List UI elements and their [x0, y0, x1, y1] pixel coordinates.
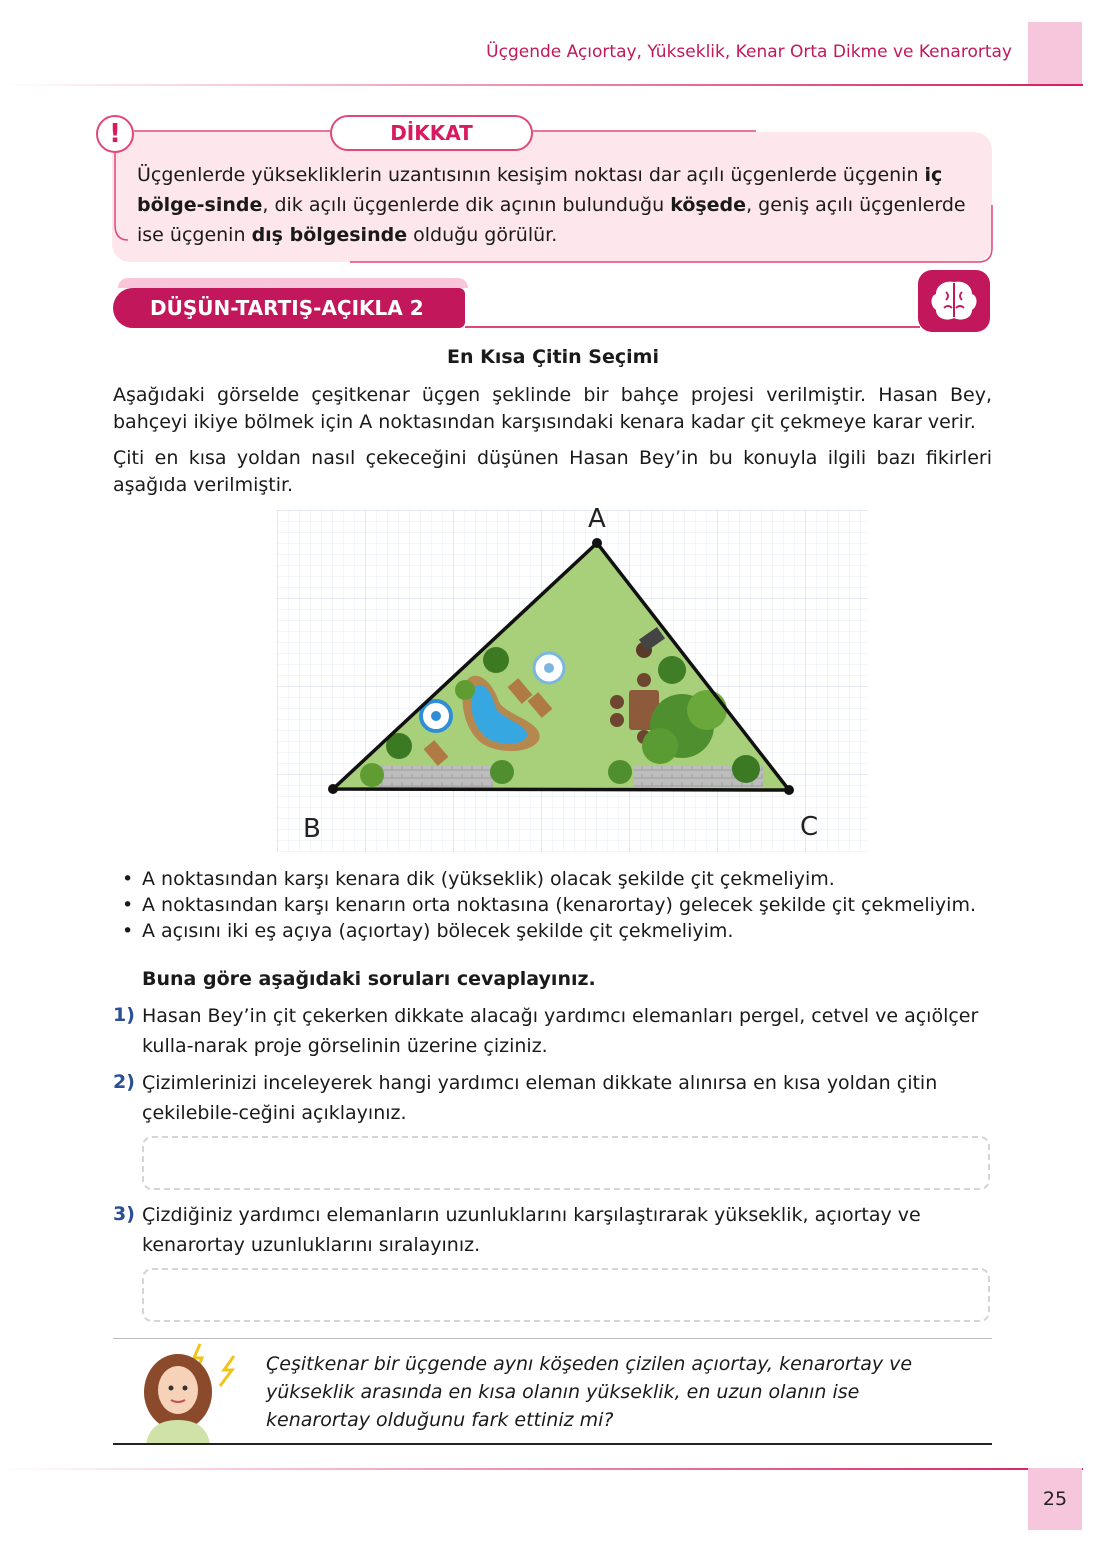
activity-title: En Kısa Çitin Seçimi: [447, 346, 659, 368]
page-number: 25: [1042, 1488, 1068, 1510]
list-item: • A açısını iki eş açıya (açıortay) bölecek şekilde çit çekmeliyim.: [122, 918, 976, 944]
vertex-label-b: B: [303, 814, 321, 844]
list-item: • A noktasından karşı kenara dik (yükseklik) olacak şekilde çit çekmeliyim.: [122, 866, 976, 892]
dikkat-text-bold: köşede: [670, 194, 747, 216]
dikkat-label: DİKKAT: [390, 121, 473, 145]
dikkat-text-bold: iç bölge-sinde: [137, 164, 943, 216]
dikkat-text-part: olduğu görülür.: [407, 224, 558, 246]
section-shadow: [118, 278, 468, 288]
question-text: Hasan Bey’in çit çekerken dikkate alacağı yardımcı elemanları pergel, cetvel ve açıölçer kulla-narak proje görselinin üzerine çiziniz.: [142, 1005, 979, 1057]
vertex-point-a: [592, 538, 602, 548]
dikkat-text-part: Üçgenlerde yüksekliklerin uzantısının kesişim noktası dar açılı üçgenlerde üçgenin: [137, 164, 925, 186]
dikkat-outline: [0, 0, 1106, 300]
paragraph-intro: Aşağıdaki görselde çeşitkenar üçgen şeklinde bir bahçe projesi verilmiştir. Hasan Bey, bahçeyi ikiye bölmek için A noktasından karşısındaki kenara kadar çit çekmeye karar verir.: [113, 384, 992, 433]
brain-puzzle-icon: [918, 270, 990, 332]
note-divider: [113, 1338, 992, 1339]
vertex-label-c: C: [800, 812, 819, 842]
stone-path: [377, 766, 493, 788]
ideas-list: [122, 866, 976, 944]
vertex-point-c: [784, 785, 794, 795]
vertex-point-b: [328, 784, 338, 794]
footer-divider: [0, 1468, 1083, 1470]
instruction: Buna göre aşağıdaki soruları cevaplayınız.: [142, 968, 596, 990]
question-number: 3): [113, 1203, 135, 1225]
vertex-label-a: A: [588, 504, 606, 534]
section-divider: [465, 326, 920, 328]
list-item: • A noktasından karşı kenarın orta noktasına (kenarortay) gelecek şekilde çit çekmeliyim.: [122, 892, 976, 918]
garden-triangle-figure: [277, 510, 868, 852]
section-title: DÜŞÜN-TARTIŞ-AÇIKLA 2: [150, 296, 424, 320]
exclamation-icon: !: [96, 115, 134, 153]
answer-box[interactable]: [142, 1136, 990, 1190]
girl-illustration: [140, 1340, 240, 1444]
question-number: 1): [113, 1004, 135, 1026]
dikkat-text-bold: dış bölgesinde: [251, 224, 408, 246]
question-number: 2): [113, 1071, 135, 1093]
note-bottom-rule: [113, 1443, 992, 1445]
chapter-title: Üçgende Açıortay, Yükseklik, Kenar Orta Dikme ve Kenarortay: [486, 42, 1012, 62]
paragraph-ideas: Çiti en kısa yoldan nasıl çekeceğini düşünen Hasan Bey’in bu konuyla ilgili bazı fikirleri aşağıda verilmiştir.: [113, 447, 992, 496]
answer-box[interactable]: [142, 1268, 990, 1322]
question-text: Çizdiğiniz yardımcı elemanların uzunluklarını karşılaştırarak yükseklik, açıortay ve kenarortay uzunluklarını sıralayınız.: [142, 1204, 921, 1256]
dikkat-text-part: , dik açılı üçgenlerde dik açının bulunduğu: [262, 194, 671, 216]
dikkat-text: [137, 160, 979, 250]
dikkat-text-part: , geniş açılı üçgenlerde ise üçgenin: [137, 194, 966, 246]
question-text: Çizimlerinizi inceleyerek hangi yardımcı eleman dikkate alınırsa en kısa yoldan çitin çekilebile-ceğini açıklayınız.: [142, 1072, 938, 1124]
reflection-note: Çeşitkenar bir üçgende aynı köşeden çizilen açıortay, kenarortay ve yükseklik arasında en kısa olanın yükseklik, en uzun olanın ise kenarortay olduğunu fark ettiniz mi?: [266, 1353, 913, 1431]
